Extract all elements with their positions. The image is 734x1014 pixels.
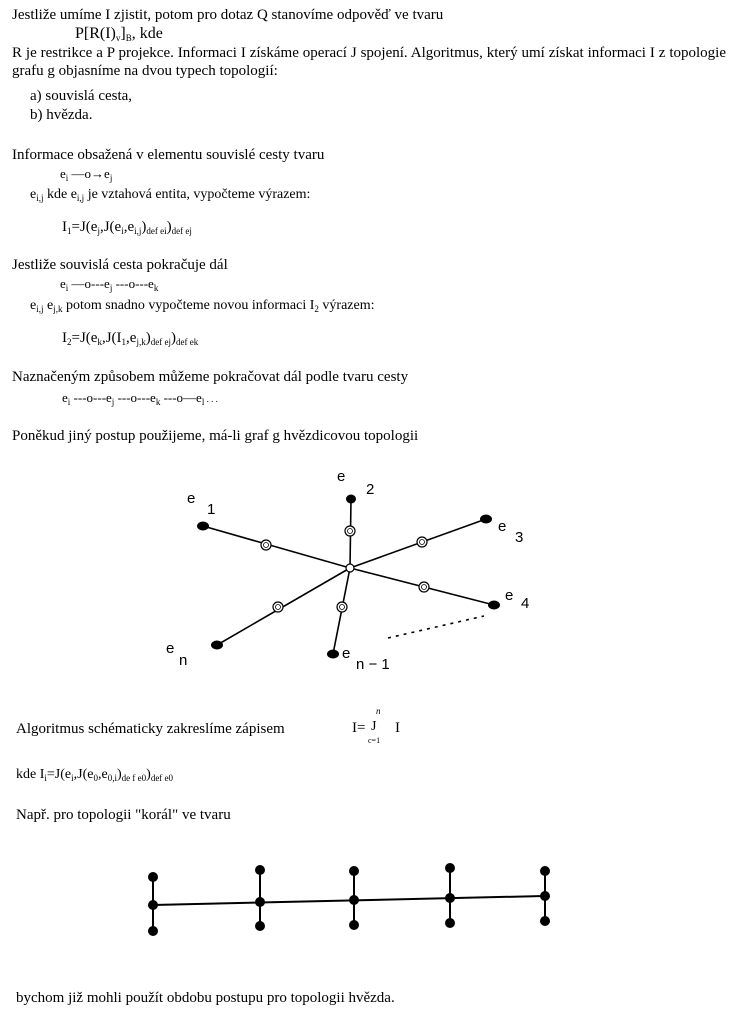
para3-rel: $e_{i,j}$ $e_{j,k}$ potom snadno vypočteme novou informaci $I_2$ výrazem:: [30, 298, 375, 314]
label-e2: e: [337, 468, 346, 485]
para2-path: $e_i$ $—o\to e_j$: [60, 166, 113, 183]
coral-node: [255, 897, 265, 907]
para4-path: $e_i$ $---o---e_j$ $---o---e_k$ $---o—e_l$ . . .: [62, 390, 218, 407]
coral-node: [445, 893, 455, 903]
para3-line: Jestliže souvislá cesta pokračuje dál: [12, 257, 228, 273]
coral-node: [540, 916, 550, 926]
label-nn1: n − 1: [356, 656, 390, 673]
para5-line: Poněkud jiný postup použijeme, má-li graf g hvězdicovou topologii: [12, 428, 419, 444]
kde-formula: kde $I_i=J(e_i,J(e_0,e_{0,i})_{de f e0})_{def e0}$: [16, 767, 174, 783]
label-n3: 3: [515, 529, 524, 546]
coral-node: [445, 863, 455, 873]
list-item-b: b) hvězda.: [30, 107, 93, 123]
list-item-a: a) souvislá cesta,: [30, 88, 133, 104]
para4-line: Naznačeným způsobem můžeme pokračovat dál podle tvaru cesty: [12, 369, 409, 385]
algo-lhs: I=: [352, 720, 366, 736]
coral-node: [148, 872, 158, 882]
coral-node: [349, 920, 359, 930]
algo-top: n: [376, 706, 381, 716]
coral-node: [148, 900, 158, 910]
coral-line: Např. pro topologii "korál" ve tvaru: [16, 807, 231, 823]
para1-text: R je restrikce a P projekce. Informaci I získáme operací J spojení. Algoritmus, který umí získat informaci I z topologie grafu g objasníme na dvou typech topologií:: [12, 45, 726, 79]
coral-node: [540, 866, 550, 876]
label-en: e: [166, 640, 175, 657]
algo-op: J: [371, 719, 377, 734]
para3-formula: $I_2=J(e_k,J(I_1,e_{j,k})_{def ej})_{def ek}$: [62, 330, 199, 347]
algo-text: Algoritmus schématicky zakreslíme zápisem: [16, 721, 285, 737]
label-n1: 1: [207, 501, 216, 518]
coral-node: [349, 866, 359, 876]
coral-node: [148, 926, 158, 936]
algo-rhs: I: [395, 720, 400, 736]
label-e4: e: [505, 587, 514, 604]
para2-formula: $I_1=J(e_j,J(e_i,e_{i,j})_{def ei})_{def ej}$: [62, 219, 192, 236]
para2-rel: $e_{i,j}$ kde $e_{i,j}$ je vztahová entita, vypočteme výrazem:: [30, 187, 311, 203]
algo-bottom: c=1: [368, 736, 381, 745]
coral-node: [255, 865, 265, 875]
para1-formula: $P[R(I)_v]_B$, kde: [75, 25, 163, 43]
para3-path: $e_i$ $—o---e_j$ $---o---e_k$: [60, 276, 159, 293]
coral-node: [255, 921, 265, 931]
label-en1: e: [342, 645, 351, 662]
coral-node: [349, 895, 359, 905]
coral-node: [445, 918, 455, 928]
label-e3: e: [498, 518, 507, 535]
label-n2: 2: [366, 481, 375, 498]
label-e1: e: [187, 490, 196, 507]
label-nn: n: [179, 652, 188, 669]
coral-node: [540, 891, 550, 901]
label-n4: 4: [521, 595, 530, 612]
final-line: bychom již mohli použít obdobu postupu pro topologii hvězda.: [16, 990, 395, 1006]
coral-backbone: [153, 896, 544, 905]
para2-line: Informace obsažená v elementu souvislé cesty tvaru: [12, 147, 325, 163]
para1-line1: Jestliže umíme I zjistit, potom pro dotaz Q stanovíme odpověď ve tvaru: [12, 7, 444, 23]
